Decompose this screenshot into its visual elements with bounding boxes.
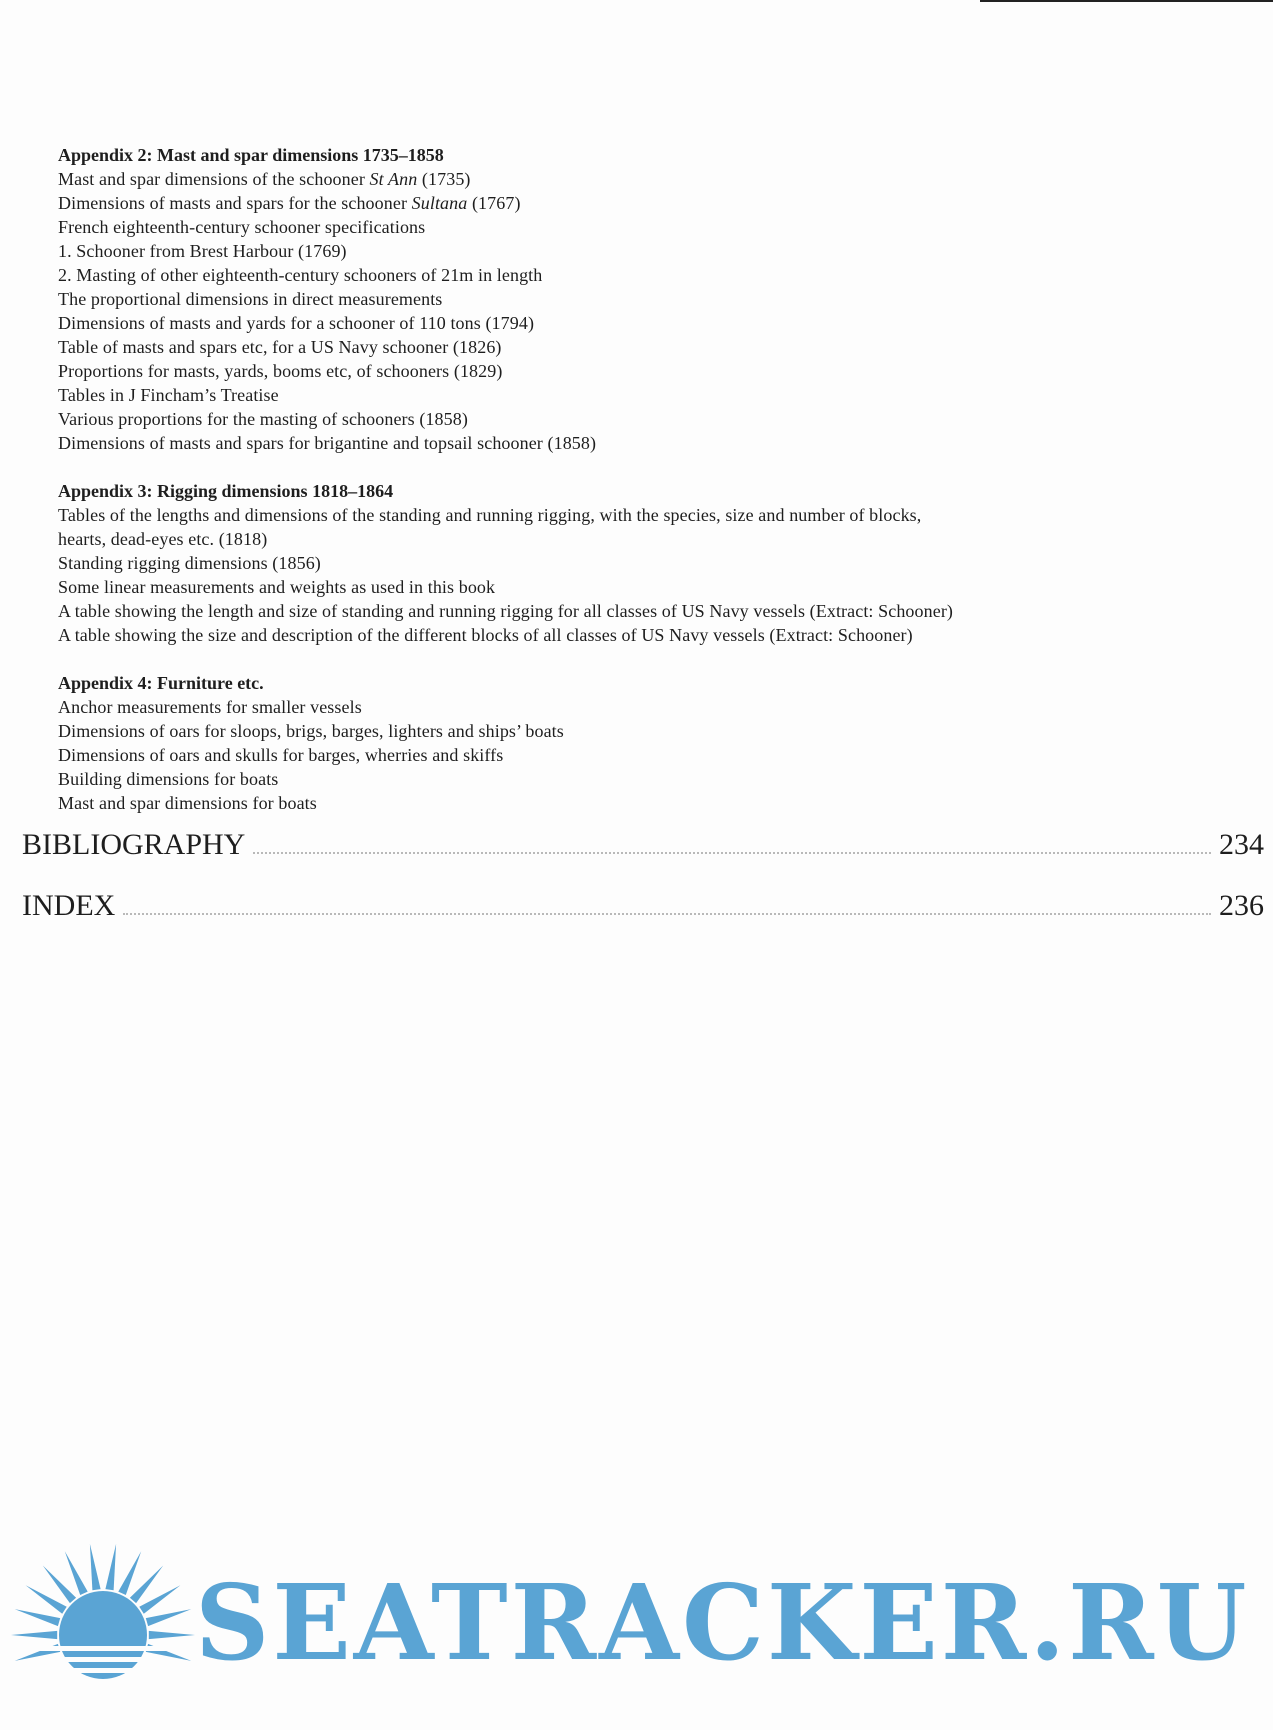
sun-ray — [15, 1609, 61, 1626]
toc-page-number: 234 — [1219, 828, 1264, 861]
list-item[interactable] — [58, 167, 1238, 191]
list-item[interactable] — [58, 287, 1238, 311]
sun-icon — [8, 1540, 198, 1700]
item-text: Standing rigging dimensions (1856) — [58, 553, 321, 573]
appendix-heading[interactable]: Appendix 3: Rigging dimensions 1818–1864 — [58, 481, 394, 501]
appendix-heading[interactable]: Appendix 4: Furniture etc. — [58, 673, 264, 693]
list-item[interactable] — [58, 431, 1238, 455]
item-text: (1767) — [467, 193, 521, 213]
toc-entry-index[interactable] — [22, 888, 1264, 924]
item-text: The proportional dimensions in direct measurements — [58, 289, 443, 309]
appendix-list — [58, 143, 1238, 839]
list-item[interactable] — [58, 263, 1238, 287]
item-text: Proportions for masts, yards, booms etc, of schooners (1829) — [58, 361, 503, 381]
toc-page-number: 236 — [1219, 889, 1264, 922]
list-item[interactable] — [58, 551, 1238, 575]
sun-ray — [11, 1631, 57, 1639]
list-item[interactable] — [58, 575, 1238, 599]
ship-name: St Ann — [369, 169, 418, 189]
item-text: 1. Schooner from Brest Harbour (1769) — [58, 241, 347, 261]
item-text: hearts, dead-eyes etc. (1818) — [58, 529, 268, 549]
list-item[interactable] — [58, 311, 1238, 335]
item-text: French eighteenth-century schooner specifications — [58, 217, 426, 237]
item-text: A table showing the length and size of standing and running rigging for all classes of US Navy vessels (Extract: Schooner) — [58, 601, 954, 621]
watermark — [0, 1540, 1273, 1690]
dot-leader — [253, 852, 1211, 854]
appendix-items — [58, 503, 1238, 647]
item-text: Various proportions for the masting of schooners (1858) — [58, 409, 468, 429]
sun-ray — [149, 1631, 195, 1639]
appendix-section — [58, 479, 1238, 647]
ship-name: Sultana — [411, 193, 468, 213]
item-text: Dimensions of oars and skulls for barges, wherries and skiffs — [58, 745, 504, 765]
list-item[interactable] — [58, 359, 1238, 383]
list-item[interactable] — [58, 215, 1238, 239]
list-item[interactable] — [58, 599, 1238, 623]
toc-label: INDEX — [22, 889, 116, 922]
sun-ray — [90, 1544, 101, 1590]
list-item[interactable] — [58, 407, 1238, 431]
item-text: Dimensions of oars for sloops, brigs, barges, lighters and ships’ boats — [58, 721, 564, 741]
list-item[interactable] — [58, 719, 1238, 743]
list-item[interactable] — [58, 743, 1238, 767]
item-text: Building dimensions for boats — [58, 769, 279, 789]
item-text: Dimensions of masts and spars for brigantine and topsail schooner (1858) — [58, 433, 597, 453]
item-text: Dimensions of masts and spars for the schooner — [58, 193, 412, 213]
toc-entry-bibliography[interactable] — [22, 827, 1264, 863]
list-item[interactable] — [58, 791, 1238, 815]
item-text: Dimensions of masts and yards for a schooner of 110 tons (1794) — [58, 313, 535, 333]
list-item[interactable] — [58, 503, 1238, 527]
list-item[interactable] — [58, 695, 1238, 719]
list-item[interactable] — [58, 767, 1238, 791]
item-text: A table showing the size and description of the different blocks of all classes of US Navy vessels (Extract: Schooner) — [58, 625, 913, 645]
item-text: Tables in J Fincham’s Treatise — [58, 385, 279, 405]
sun-ray — [146, 1609, 192, 1626]
sun-ray — [105, 1544, 116, 1590]
appendix-items — [58, 167, 1238, 455]
item-text: 2. Masting of other eighteenth-century schooners of 21m in length — [58, 265, 543, 285]
item-text: Anchor measurements for smaller vessels — [58, 697, 362, 717]
list-item[interactable] — [58, 527, 1238, 551]
item-text: Tables of the lengths and dimensions of the standing and running rigging, with the species, size and number of blocks, — [58, 505, 922, 525]
item-text: Some linear measurements and weights as used in this book — [58, 577, 496, 597]
appendix-section — [58, 671, 1238, 815]
item-text: Table of masts and spars etc, for a US Navy schooner (1826) — [58, 337, 502, 357]
list-item[interactable] — [58, 383, 1238, 407]
sun-ray — [65, 1551, 88, 1595]
list-item[interactable] — [58, 239, 1238, 263]
list-item[interactable] — [58, 623, 1238, 647]
item-text: (1735) — [417, 169, 471, 189]
appendix-section — [58, 143, 1238, 455]
item-text: Mast and spar dimensions for boats — [58, 793, 317, 813]
appendix-items — [58, 695, 1238, 815]
list-item[interactable] — [58, 191, 1238, 215]
top-rule — [980, 0, 1273, 2]
watermark-text: SEATRACKER.RU — [195, 1561, 1250, 1684]
dot-leader — [123, 913, 1211, 915]
item-text: Mast and spar dimensions of the schooner — [58, 169, 370, 189]
sun-ray — [118, 1551, 141, 1595]
appendix-heading[interactable]: Appendix 2: Mast and spar dimensions 1735–1858 — [58, 145, 444, 165]
list-item[interactable] — [58, 335, 1238, 359]
toc-label: BIBLIOGRAPHY — [22, 828, 246, 861]
